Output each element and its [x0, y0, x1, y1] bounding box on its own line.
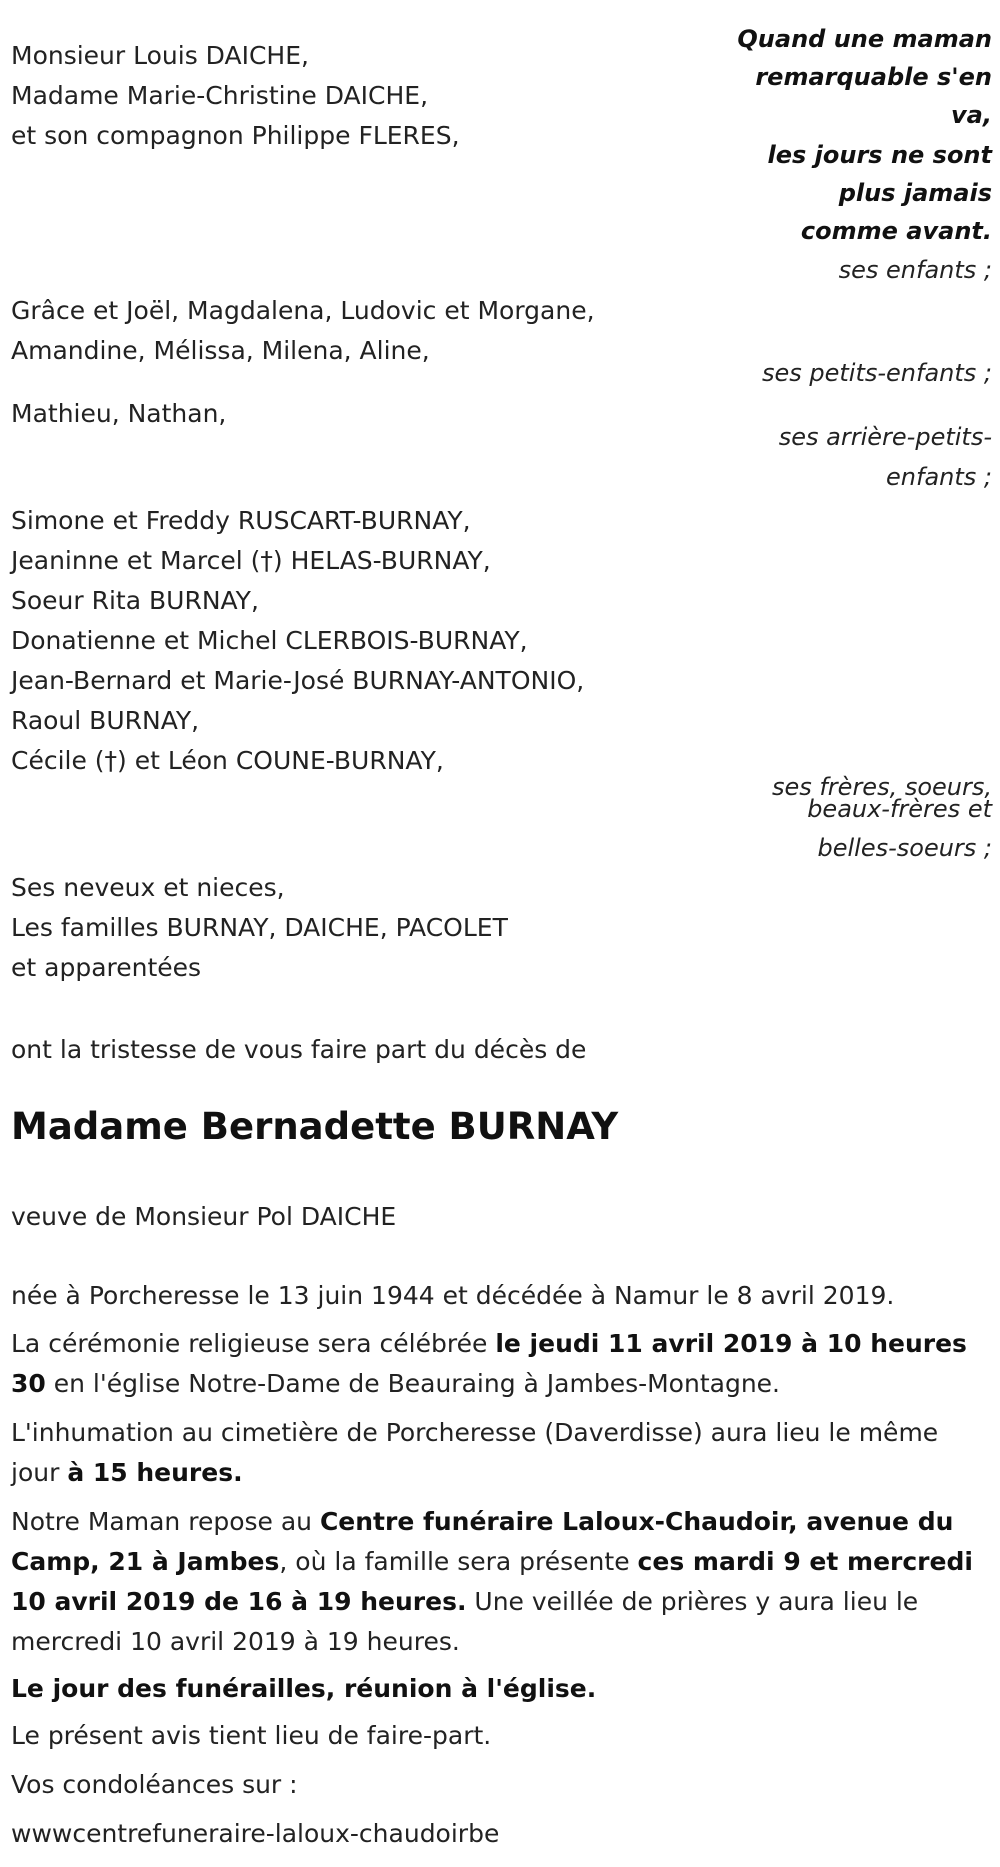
grandchildren-label: ses petits-enfants ;: [761, 359, 992, 387]
grandchildren-line-2: Amandine, Mélissa, Milena, Aline,: [11, 336, 430, 365]
visiting-hours: ces mardi 9 et mercredi 10 avril 2019 de 16 à 19 heures.: [11, 1547, 973, 1616]
great-grandchildren-line-1: Mathieu, Nathan,: [11, 399, 227, 428]
children-line-1: Monsieur Louis DAICHE,: [11, 41, 309, 70]
siblings-line-3: Soeur Rita BURNAY,: [11, 586, 259, 615]
deceased-name: Madame Bernadette BURNAY: [11, 1105, 619, 1148]
burial-time: à 15 heures.: [67, 1458, 243, 1487]
ceremony-paragraph: [11, 1324, 991, 1404]
others-line-3: et apparentées: [11, 953, 202, 982]
poem-line-4: les jours ne sont: [767, 141, 992, 169]
meeting-text: [11, 1669, 991, 1709]
children-label: ses enfants ;: [838, 256, 992, 284]
siblings-line-5: Jean-Bernard et Marie-José BURNAY-ANTONIO,: [11, 666, 585, 695]
children-line-2: Madame Marie-Christine DAICHE,: [11, 81, 429, 110]
ceremony-text-1: La cérémonie religieuse sera célébrée: [11, 1329, 496, 1358]
children-line-3: et son compagnon Philippe FLERES,: [11, 121, 460, 150]
poem-line-5: plus jamais: [838, 179, 992, 207]
poem-line-6: comme avant.: [800, 217, 992, 245]
ceremony-text-2: en l'église Notre-Dame de Beauraing à Jambes-Montagne.: [45, 1369, 780, 1398]
siblings-line-2: Jeaninne et Marcel (†) HELAS-BURNAY,: [11, 546, 491, 575]
resting-text-1: Notre Maman repose au: [11, 1507, 320, 1536]
birth-death-text: née à Porcheresse le 13 juin 1944 et décédée à Namur le 8 avril 2019.: [11, 1281, 895, 1310]
burial-paragraph: [11, 1413, 991, 1493]
resting-place: Centre funéraire Laloux-Chaudoir, avenue du Camp, 21 à Jambes: [11, 1507, 954, 1576]
burial-text: L'inhumation au cimetière de Porcheresse (Daverdisse) aura lieu le même jour: [11, 1418, 939, 1487]
siblings-line-4: Donatienne et Michel CLERBOIS-BURNAY,: [11, 626, 528, 655]
resting-paragraph: [11, 1502, 991, 1662]
poem-line-1: Quand une maman: [737, 25, 992, 53]
widow-of-text: veuve de Monsieur Pol DAICHE: [11, 1202, 397, 1231]
siblings-label-1: ses frères, soeurs,: [771, 773, 992, 801]
notice-text: Le présent avis tient lieu de faire-part.: [11, 1721, 492, 1750]
siblings-label-3: belles-soeurs ;: [817, 834, 992, 862]
resting-text-3: Une veillée de prières y aura lieu le mercredi 10 avril 2019 à 19 heures.: [11, 1587, 919, 1656]
siblings-label-2: beaux-frères et: [807, 795, 992, 823]
grandchildren-line-1: Grâce et Joël, Magdalena, Ludovic et Morgane,: [11, 296, 595, 325]
siblings-line-1: Simone et Freddy RUSCART-BURNAY,: [11, 506, 471, 535]
website-link[interactable]: wwwcentrefuneraire-laloux-chaudoirbe: [11, 1819, 500, 1848]
siblings-line-6: Raoul BURNAY,: [11, 706, 200, 735]
others-line-1: Ses neveux et nieces,: [11, 873, 285, 902]
condolences-label: Vos condoléances sur :: [11, 1770, 298, 1799]
poem-line-3: va,: [951, 101, 992, 129]
meeting-bold: Le jour des funérailles, réunion à l'église.: [11, 1674, 597, 1703]
great-grandchildren-label-1: ses arrière-petits-: [778, 423, 992, 451]
siblings-line-7: Cécile (†) et Léon COUNE-BURNAY,: [11, 746, 444, 775]
others-line-2: Les familles BURNAY, DAICHE, PACOLET: [11, 913, 508, 942]
resting-text-2: , où la famille sera présente: [279, 1547, 638, 1576]
ceremony-date: le jeudi 11 avril 2019 à 10 heures 30: [11, 1329, 967, 1398]
announcement-text: ont la tristesse de vous faire part du décès de: [11, 1035, 587, 1064]
poem-line-2: remarquable s'en: [755, 63, 992, 91]
great-grandchildren-label-2: enfants ;: [886, 463, 992, 491]
